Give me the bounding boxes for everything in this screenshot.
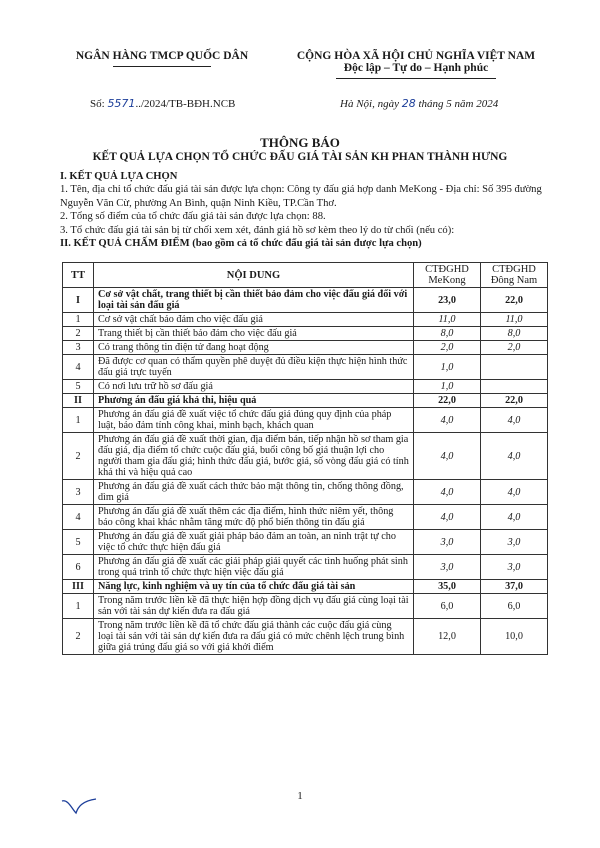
row-score-dongnam: 4,0: [481, 480, 548, 505]
row-number: III: [63, 580, 94, 594]
row-content: Trong năm trước liền kề đã tổ chức đấu giá thành các cuộc đấu giá cùng loại tài sản với tài sản dự kiến đưa ra đấu giá có mức chênh lệch trung bình giữa giá trúng đấu giá so với giá khởi điểm: [94, 619, 414, 655]
table-row: [63, 380, 548, 394]
row-score-mekong: 22,0: [414, 394, 481, 408]
header-underline: [113, 66, 211, 67]
row-content: Cơ sở vật chất bảo đảm cho việc đấu giá: [94, 313, 414, 327]
page-number: 1: [297, 790, 303, 802]
motto-underline: [336, 78, 496, 79]
row-score-mekong: 4,0: [414, 480, 481, 505]
document-title: THÔNG BÁO: [260, 135, 340, 150]
row-number: 2: [63, 327, 94, 341]
country-name: CỘNG HÒA XÃ HỘI CHỦ NGHĨA VIỆT NAM: [296, 50, 536, 62]
row-content: Trong năm trước liền kề đã thực hiện hợp đồng dịch vụ đấu giá cùng loại tài sản với tài sản dự kiến đưa ra đấu giá: [94, 594, 414, 619]
row-score-dongnam: 37,0: [481, 580, 548, 594]
handwritten-mark: [60, 795, 100, 817]
row-content: Phương án đấu giá đề xuất giải pháp bảo đảm an toàn, an ninh trật tự cho việc tổ chức thực hiện đấu giá: [94, 530, 414, 555]
section-one-item-2: 2. Tổng số điểm của tổ chức đấu giá tài sản được lựa chọn: 88.: [60, 211, 326, 223]
row-content: Phương án đấu giá đề xuất thêm các địa điểm, hình thức niêm yết, thông báo công khai khác nhằm tăng mức độ phổ biến thông tin đấu giá: [94, 505, 414, 530]
row-score-dongnam: 2,0: [481, 341, 548, 355]
row-number: 5: [63, 380, 94, 394]
table-row: [63, 480, 548, 505]
row-content: Trang thiết bị cần thiết bảo đảm cho việc đấu giá: [94, 327, 414, 341]
national-header: [266, 50, 566, 79]
table-row: [63, 580, 548, 594]
row-score-mekong: 8,0: [414, 327, 481, 341]
row-score-dongnam: 4,0: [481, 408, 548, 433]
document-date: [340, 97, 498, 110]
row-score-mekong: 1,0: [414, 380, 481, 394]
row-score-dongnam: 22,0: [481, 288, 548, 313]
row-number: I: [63, 288, 94, 313]
table-body: [63, 288, 548, 655]
row-content: Phương án đấu giá đề xuất việc tổ chức đấu giá đúng quy định của pháp luật, bảo đảm tính công khai, minh bạch, khách quan: [94, 408, 414, 433]
section-one-item-1: 1. Tên, địa chỉ tổ chức đấu giá tài sản được lựa chọn: Công ty đấu giá hợp danh MeKong - Địa chỉ: Số 395 đường Nguyễn Văn Cừ, phường An Bình, quận Ninh Kiều, TP.Cần Thơ.: [60, 184, 542, 209]
row-score-dongnam: 6,0: [481, 594, 548, 619]
table-row: [63, 433, 548, 480]
table-row: [63, 355, 548, 380]
document-number-suffix: ../2024/TB-BĐH.NCB: [135, 98, 236, 110]
scoring-table: [62, 262, 548, 655]
table-row: [63, 555, 548, 580]
row-content: Phương án đấu giá đề xuất các giải pháp giải quyết các tình huống phát sinh trong quá trình tổ chức thực hiện việc đấu giá: [94, 555, 414, 580]
header-mekong: CTĐGHD MeKong: [414, 263, 481, 288]
date-day-handwritten: 28: [401, 97, 416, 110]
row-score-mekong: 4,0: [414, 505, 481, 530]
row-content: Phương án đấu giá đề xuất cách thức bảo mật thông tin, chống thông đồng, dìm giá: [94, 480, 414, 505]
row-score-dongnam: [481, 355, 548, 380]
row-content: Phương án đấu giá khả thi, hiệu quả: [94, 394, 414, 408]
bank-name: NGÂN HÀNG TMCP QUỐC DÂN: [75, 50, 249, 62]
section-one-heading: I. KẾT QUẢ LỰA CHỌN: [60, 171, 178, 182]
row-score-mekong: 1,0: [414, 355, 481, 380]
row-score-mekong: 4,0: [414, 408, 481, 433]
table-row: [63, 341, 548, 355]
row-score-mekong: 2,0: [414, 341, 481, 355]
document-number-prefix: Số:: [90, 98, 108, 110]
row-content: Có nơi lưu trữ hồ sơ đấu giá: [94, 380, 414, 394]
header-tt: TT: [63, 263, 94, 288]
row-score-dongnam: [481, 380, 548, 394]
row-content: Có trang thông tin điện tử đang hoạt động: [94, 341, 414, 355]
row-score-dongnam: 8,0: [481, 327, 548, 341]
row-number: 2: [63, 619, 94, 655]
row-content: Phương án đấu giá đề xuất thời gian, địa điểm bán, tiếp nhận hồ sơ tham gia đấu giá, địa điểm tổ chức cuộc đấu giá, buổi công bố giá thuận lợi cho người tham gia đấu giá; hình thức đấu giá, bước giá, số vòng đấu giá có tính khả thi và hiệu quả cao: [94, 433, 414, 480]
row-score-dongnam: 3,0: [481, 530, 548, 555]
document-subtitle: KẾT QUẢ LỰA CHỌN TỔ CHỨC ĐẤU GIÁ TÀI SẢN KH PHAN THÀNH HƯNG: [92, 151, 508, 163]
row-number: 2: [63, 433, 94, 480]
document-number: [90, 97, 235, 110]
date-suffix: tháng 5 năm 2024: [415, 98, 499, 110]
row-number: II: [63, 394, 94, 408]
national-motto: Độc lập – Tự do – Hạnh phúc: [343, 62, 489, 74]
row-number: 1: [63, 594, 94, 619]
row-score-dongnam: 3,0: [481, 555, 548, 580]
row-score-mekong: 6,0: [414, 594, 481, 619]
table-row: [63, 327, 548, 341]
row-content: Năng lực, kinh nghiệm và uy tín của tổ chức đấu giá tài sản: [94, 580, 414, 594]
row-number: 4: [63, 505, 94, 530]
table-row: [63, 288, 548, 313]
row-number: 3: [63, 341, 94, 355]
row-score-mekong: 23,0: [414, 288, 481, 313]
table-header-row: [63, 263, 548, 288]
document-number-handwritten: 5571: [107, 97, 136, 110]
row-score-mekong: 4,0: [414, 433, 481, 480]
section-one: [60, 170, 550, 250]
section-one-item-3: 3. Tổ chức đấu giá tài sản bị từ chối xem xét, đánh giá hồ sơ kèm theo lý do từ chối (nếu có):: [60, 224, 455, 236]
row-number: 4: [63, 355, 94, 380]
row-content: Đã được cơ quan có thẩm quyền phê duyệt đủ điều kiện thực hiện hình thức đấu giá trực tuyến: [94, 355, 414, 380]
date-prefix: Hà Nội, ngày: [340, 98, 402, 110]
table-row: [63, 408, 548, 433]
row-number: 3: [63, 480, 94, 505]
row-content: Cơ sở vật chất, trang thiết bị cần thiết bảo đảm cho việc đấu giá đối với loại tài sản đấu giá: [94, 288, 414, 313]
row-score-dongnam: 10,0: [481, 619, 548, 655]
table-row: [63, 594, 548, 619]
row-score-mekong: 3,0: [414, 555, 481, 580]
table-row: [63, 619, 548, 655]
row-number: 1: [63, 313, 94, 327]
table-row: [63, 530, 548, 555]
table-row: [63, 394, 548, 408]
row-score-mekong: 11,0: [414, 313, 481, 327]
row-score-dongnam: 11,0: [481, 313, 548, 327]
section-two-heading: II. KẾT QUẢ CHẤM ĐIỂM (bao gồm cả tổ chức đấu giá tài sản được lựa chọn): [60, 238, 422, 250]
row-number: 6: [63, 555, 94, 580]
row-score-dongnam: 22,0: [481, 394, 548, 408]
row-score-mekong: 35,0: [414, 580, 481, 594]
header-content: NỘI DUNG: [94, 263, 414, 288]
row-score-dongnam: 4,0: [481, 505, 548, 530]
table-row: [63, 505, 548, 530]
bank-name-header: [62, 50, 262, 67]
table-row: [63, 313, 548, 327]
header-dongnam: CTĐGHD Đông Nam: [481, 263, 548, 288]
row-number: 5: [63, 530, 94, 555]
row-score-mekong: 3,0: [414, 530, 481, 555]
row-score-mekong: 12,0: [414, 619, 481, 655]
row-score-dongnam: 4,0: [481, 433, 548, 480]
row-number: 1: [63, 408, 94, 433]
